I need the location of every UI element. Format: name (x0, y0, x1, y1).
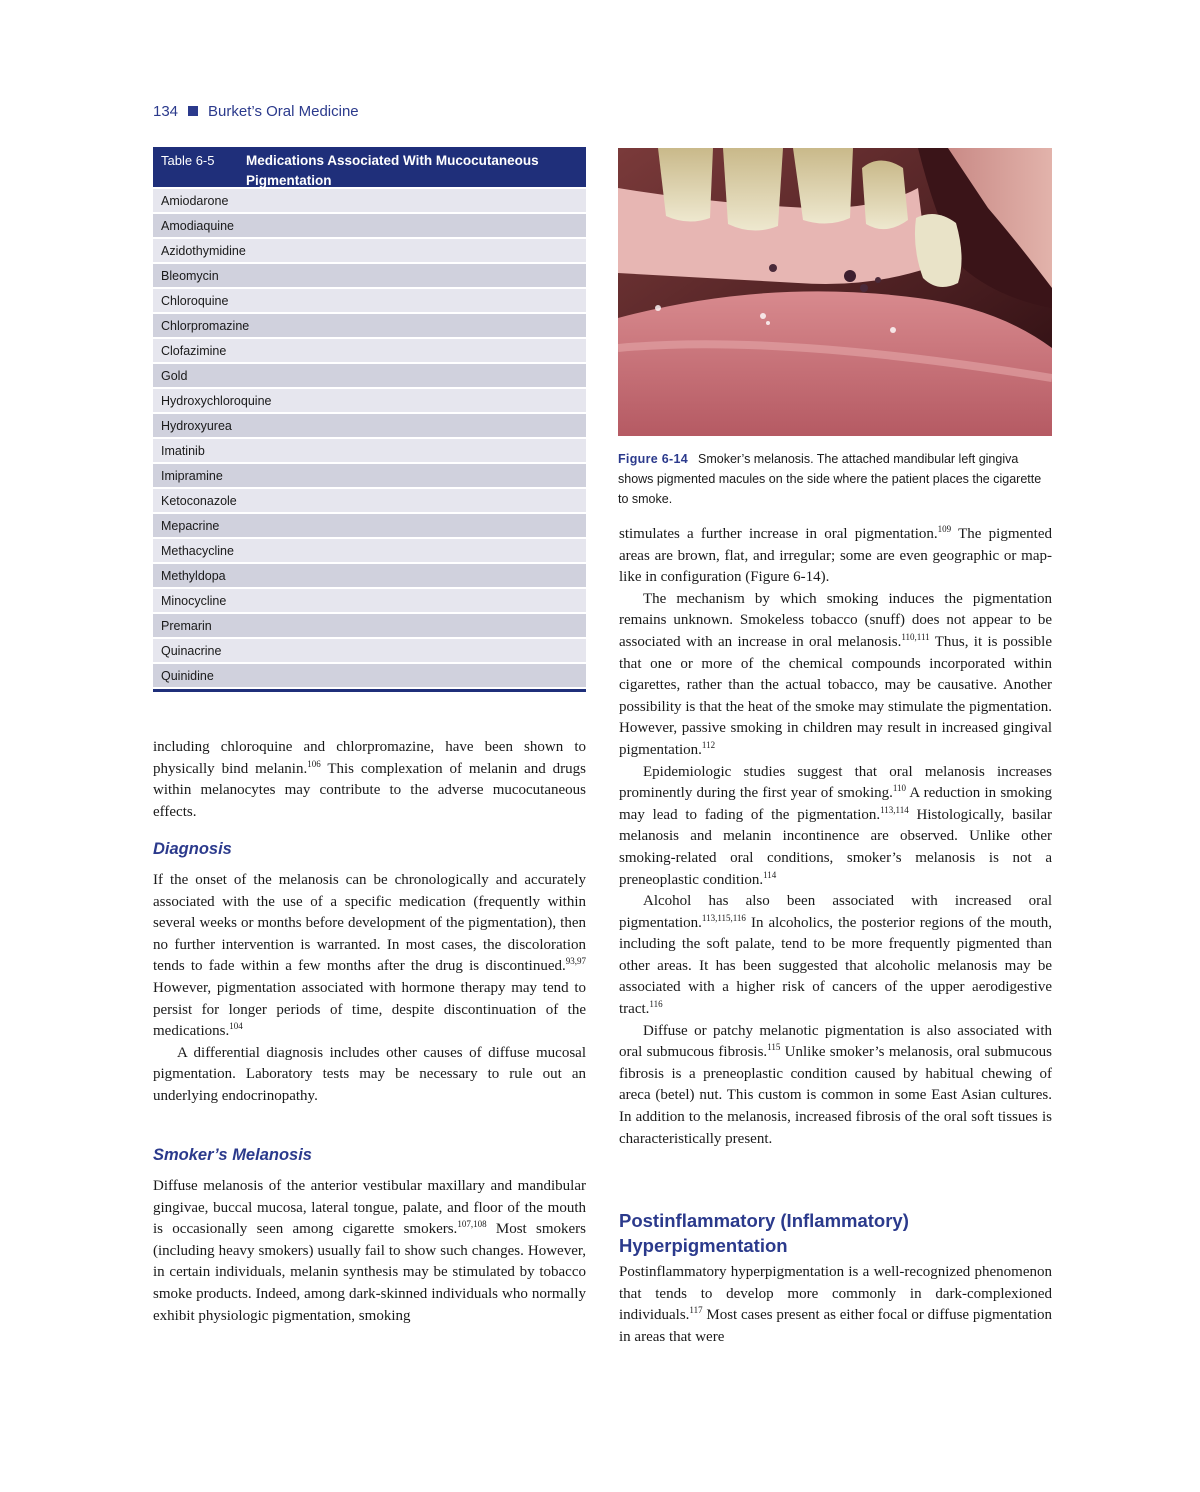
paragraph (153, 737, 586, 823)
text: The pigmented areas are brown, flat, and irregular; some are even geographic or map-like in configuration (Figure 6-14). (619, 526, 1052, 586)
table-row: Chlorpromazine (153, 314, 586, 337)
text: stimulates a further increase in oral pigmentation. (619, 526, 938, 542)
paragraph: A differential diagnosis includes other causes of diffuse mucosal pigmentation. Laboratory tests may be necessary to rule out an underlying endocrinopathy. (153, 1044, 586, 1104)
table-bottom-rule (153, 689, 586, 692)
running-head (153, 100, 359, 122)
table-row: Clofazimine (153, 339, 586, 362)
citation: 110,111 (901, 631, 930, 642)
paragraph (619, 762, 1052, 892)
table-row: Gold (153, 364, 586, 387)
table-row: Premarin (153, 614, 586, 637)
table-row: Quinidine (153, 664, 586, 687)
citation: 110 (892, 783, 907, 794)
text: Diffuse or patchy melanotic pigmentation is also associated with oral submucous fibrosis. (619, 1022, 1052, 1061)
paragraph (153, 870, 586, 1043)
table-row: Hydroxychloroquine (153, 389, 586, 412)
heading-postinflammatory: Postinflammatory (Inflammatory) Hyperpigmentation (619, 1210, 909, 1256)
text: Epidemiologic studies suggest that oral melanosis increases prominently during the first year of smoking. (619, 763, 1052, 802)
table-body (153, 189, 586, 687)
text: In alcoholics, the posterior regions of the mouth, including the soft palate, tend to be more frequently pigmented than other areas. It has been suggested that alcoholic melanosis may be associated with a higher risk of cancers of the upper aerodigestive tract. (619, 914, 1052, 1018)
text: Unlike smoker’s melanosis, oral submucous fibrosis is a preneoplastic condition caused by habitual chewing of areca (betel) nut. This custom is common in some East Asian cultures. In addition to the melanosis, increased fibrosis of the oral soft tissues is characteristically present. (619, 1044, 1052, 1147)
text: However, pigmentation associated with hormone therapy may tend to persist for longer periods of time, despite discontinuation of the medications. (153, 979, 586, 1040)
table-row: Quinacrine (153, 639, 586, 662)
paragraph (619, 589, 1052, 762)
citation: 114 (763, 869, 777, 880)
table-row: Mepacrine (153, 514, 586, 537)
table-label: Table 6-5 (161, 153, 215, 168)
text: Most cases present as either focal or diffuse pigmentation in areas that were (619, 1307, 1052, 1345)
paragraph (619, 1262, 1052, 1348)
text: Histologically, basilar melanosis and melanin incontinence are observed. Unlike other smoking-related oral conditions, smoker’s melanosis is not a preneoplastic condition. (619, 806, 1052, 888)
left-paragraph-1 (153, 737, 586, 823)
table-row: Azidothymidine (153, 239, 586, 262)
table-row: Minocycline (153, 589, 586, 612)
table-row: Amiodarone (153, 189, 586, 212)
text: This complexation of melanin and drugs within melanocytes may contribute to the adverse mucocutaneous effects. (153, 760, 587, 820)
clinical-photo (618, 148, 1052, 436)
book-title: Burket’s Oral Medicine (208, 102, 359, 120)
text: The mechanism by which smoking induces the pigmentation remains unknown. Smokeless tobacco (snuff) does not appear to be associated with an increase in oral melanosis. (619, 590, 1052, 650)
citation: 116 (649, 999, 663, 1010)
citation: 104 (229, 1021, 243, 1032)
citation: 115 (767, 1042, 781, 1053)
text: A reduction in smoking may lead to fading of the pigmentation. (619, 785, 1052, 823)
medications-table (153, 147, 586, 692)
text: Postinflammatory hyperpigmentation is a well-recognized phenomenon that tends to develop more commonly in dark-complexioned individuals. (619, 1264, 1052, 1324)
right-paragraph-6 (619, 1262, 1052, 1348)
text: Most smokers (including heavy smokers) usually fail to show such changes. However, in certain individuals, melanin synthesis may be stimulated by tobacco smoke products. Indeed, among dark-skinned individuals who normally exhibit physiologic pigmentation, smoking (153, 1221, 586, 1324)
text: including chloroquine and chlorpromazine, have been shown to physically bind melanin. (153, 739, 586, 777)
text: Diffuse melanosis of the anterior vestibular maxillary and mandibular gingivae, buccal mucosa, lateral tongue, palate, and floor of the mouth is occasionally seen among cigarette smokers. (153, 1178, 586, 1238)
left-paragraph-2 (153, 870, 586, 1108)
table-row: Hydroxyurea (153, 414, 586, 437)
citation: 113,115,116 (701, 912, 746, 923)
table-row: Imipramine (153, 464, 586, 487)
table-row: Chloroquine (153, 289, 586, 312)
citation: 112 (701, 739, 716, 750)
text: If the onset of the melanosis can be chronologically and accurately associated with the use of a specific medication (frequently within several weeks or months before development of the pigmentation), then no further intervention is warranted. In most cases, the discoloration tends to fade within a few months after the drug is discontinued. (153, 872, 586, 975)
figure-label: Figure 6-14 (618, 452, 688, 466)
paragraph (619, 891, 1052, 1021)
citation: 106 (307, 758, 321, 769)
figure-caption (618, 449, 1052, 509)
text: Alcohol has also been associated with increased oral pigmentation. (619, 893, 1052, 931)
citation: 109 (937, 524, 952, 534)
heading-smokers-melanosis: Smoker’s Melanosis (153, 1146, 312, 1164)
paragraph (619, 1021, 1052, 1151)
table-header (153, 147, 586, 187)
left-paragraph-4 (153, 1176, 586, 1327)
right-column-text (619, 524, 1052, 1150)
table-row: Methyldopa (153, 564, 586, 587)
table-row: Imatinib (153, 439, 586, 462)
citation: 93,97 (565, 956, 586, 967)
square-bullet-icon (188, 106, 198, 116)
table-row: Methacycline (153, 539, 586, 562)
citation: 117 (689, 1305, 703, 1316)
page-number: 134 (153, 102, 179, 120)
table-title: Medications Associated With Mucocutaneous Pigmentation (246, 153, 539, 188)
paragraph (153, 1176, 586, 1327)
text: Thus, it is possible that one or more of the chemical compounds incorporated within cigarettes, rather than the actual tobacco, may be causative. Another possibility is that the heat of the smoke may stimulate the pigmentation. However, passive smoking in children may result in increased gingival pigmentation. (619, 633, 1052, 758)
citation: 107,108 (457, 1219, 487, 1230)
paragraph (619, 524, 1052, 589)
table-row: Amodiaquine (153, 214, 586, 237)
table-row: Ketoconazole (153, 489, 586, 512)
figure-caption-text: Smoker’s melanosis. The attached mandibular left gingiva shows pigmented macules on the side where the patient places the cigarette to smoke. (618, 452, 1042, 506)
heading-diagnosis: Diagnosis (153, 840, 232, 858)
table-row: Bleomycin (153, 264, 586, 287)
citation: 113,114 (880, 804, 909, 815)
